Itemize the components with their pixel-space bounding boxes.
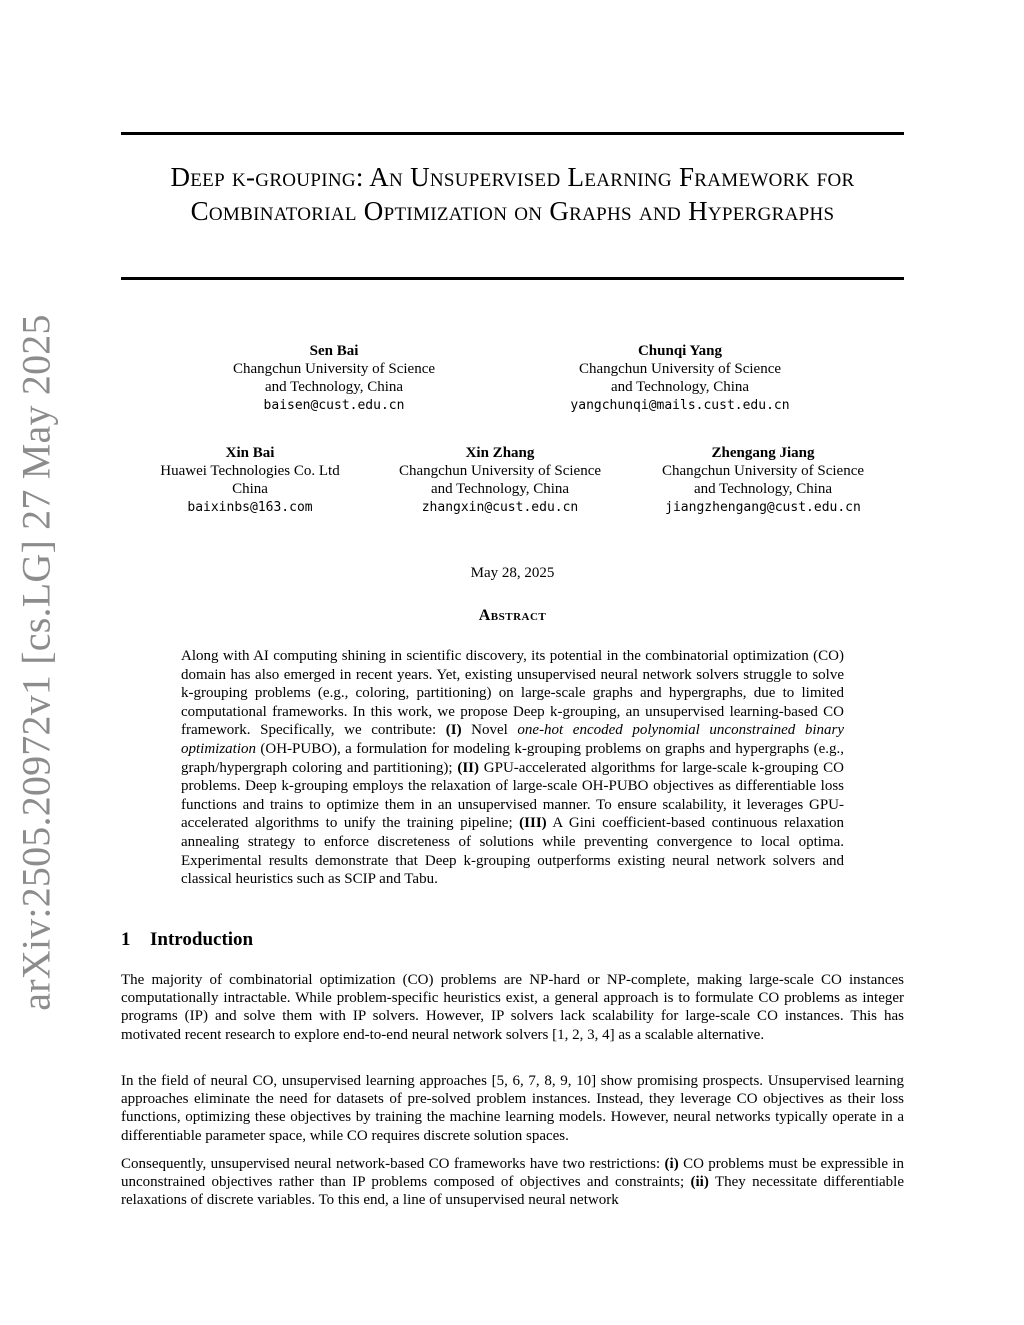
author-affiliation: China bbox=[232, 481, 268, 497]
author-email: baixinbs@163.com bbox=[187, 500, 313, 515]
abstract-heading: Abstract bbox=[478, 607, 547, 624]
author-affiliation: and Technology, China bbox=[693, 481, 833, 497]
restriction-marker: (ii) bbox=[690, 1174, 709, 1191]
body-paragraph bbox=[121, 1072, 904, 1145]
contribution-marker: (II) bbox=[457, 759, 479, 776]
abstract-emphasis: one-hot encoded polynomial unconstrained binary optimization bbox=[181, 722, 844, 757]
paragraph-segment: They necessitate differentiable relaxations of discrete variables. To this end, a line of unsupervised neural network bbox=[121, 1174, 905, 1209]
author-email: baisen@cust.edu.cn bbox=[263, 398, 405, 413]
author-affiliation: and Technology, China bbox=[264, 379, 404, 395]
author-block bbox=[350, 444, 650, 517]
author-block bbox=[530, 342, 830, 415]
title-rule-top bbox=[121, 132, 904, 135]
body-paragraph bbox=[121, 971, 904, 1044]
author-affiliation: Changchun University of Science bbox=[398, 463, 602, 479]
paragraph-text: The majority of combinatorial optimization (CO) problems are NP-hard or NP-complete, making large-scale CO instances computationally intractable. While problem-specific heuristics exist, a general approach is to formulate CO problems as integer programs (IP) and solve them with IP solvers. However, IP solvers lack scalability for large-scale CO instances. This has motivated recent research to explore end-to-end neural network solvers [1, 2, 3, 4] as a scalable alternative. bbox=[121, 972, 904, 1043]
abstract-body bbox=[181, 647, 844, 889]
author-block bbox=[613, 444, 913, 517]
abstract-text: (OH-PUBO), a formulation for modeling k-grouping problems on graphs and hypergraphs (e.g., graph/hypergraph coloring and partitioning); bbox=[181, 740, 844, 776]
arxiv-id-text: arXiv:2505.20972v1 [cs.LG] 27 May 2025 bbox=[13, 313, 59, 1011]
section-number: 1 bbox=[121, 929, 131, 950]
contribution-marker: (III) bbox=[519, 815, 547, 832]
paper-title: Deep k-grouping: An Unsupervised Learning Framework for Combinatorial Optimization on Graphs and Hypergraphs bbox=[170, 162, 855, 226]
abstract-text: GPU-accelerated algorithms for large-scale k-grouping CO problems. Deep k-grouping employs the relaxation of large-scale OH-PUBO objectives as differentiable loss functions and trains to optimize them in an unsupervised manner. To ensure scalability, it leverages GPU-accelerated algorithms to unify the training pipeline; bbox=[181, 759, 845, 832]
paragraph-segment: CO problems must be expressible in unconstrained objectives rather than IP problems composed of objectives and constraints; bbox=[121, 1156, 905, 1191]
title-rule-bottom bbox=[121, 277, 904, 280]
author-affiliation: Changchun University of Science bbox=[232, 361, 436, 377]
author-name: Chunqi Yang bbox=[637, 343, 723, 359]
arxiv-identifier bbox=[12, 313, 60, 1011]
section-heading bbox=[121, 929, 253, 951]
author-affiliation: and Technology, China bbox=[430, 481, 570, 497]
author-name: Xin Zhang bbox=[465, 445, 535, 461]
author-affiliation: Changchun University of Science bbox=[578, 361, 782, 377]
author-affiliation: Huawei Technologies Co. Ltd bbox=[160, 463, 340, 479]
section-title-text: Introduction bbox=[150, 929, 254, 950]
author-affiliation: and Technology, China bbox=[610, 379, 750, 395]
publication-date: May 28, 2025 bbox=[470, 565, 555, 581]
author-block bbox=[184, 342, 484, 415]
paragraph-text bbox=[121, 1155, 904, 1210]
contribution-marker: (I) bbox=[445, 722, 462, 739]
author-name: Xin Bai bbox=[225, 445, 275, 461]
paragraph-text: In the field of neural CO, unsupervised learning approaches [5, 6, 7, 8, 9, 10] show promising prospects. Unsupervised learning approaches eliminate the need for datasets of pre-solved problem instances. Instead, they leverage CO objectives as their loss functions, optimizing these objectives by training the machine learning models. However, neural networks typically operate in a differentiable parameter space, while CO requires discrete solution spaces. bbox=[121, 1073, 904, 1144]
abstract-text: A Gini coefficient-based continuous relaxation annealing strategy to enforce discreteness of solutions while preventing convergence to local optima. Experimental results demonstrate that Deep k-grouping outperforms existing neural network solvers and classical heuristics such as SCIP and Tabu. bbox=[181, 815, 845, 888]
author-name: Sen Bai bbox=[309, 343, 359, 359]
author-email: jiangzhengang@cust.edu.cn bbox=[665, 500, 861, 515]
author-email: zhangxin@cust.edu.cn bbox=[421, 500, 579, 515]
author-email: yangchunqi@mails.cust.edu.cn bbox=[570, 398, 790, 413]
author-affiliation: Changchun University of Science bbox=[661, 463, 865, 479]
body-paragraph bbox=[121, 1155, 904, 1210]
abstract-text: Novel bbox=[461, 722, 518, 739]
restriction-marker: (i) bbox=[664, 1156, 679, 1172]
abstract-text: Along with AI computing shining in scientific discovery, its potential in the combinatorial optimization (CO) domain has also emerged in recent years. Yet, existing unsupervised neural network solvers struggle to solve k-grouping problems (e.g., coloring, partitioning) on large-scale graphs and hypergraphs, due to limited computational frameworks. In this work, we propose Deep k-grouping, an unsupervised learning-based CO framework. Specifically, we contribute: bbox=[181, 648, 844, 739]
author-name: Zhengang Jiang bbox=[711, 445, 815, 461]
paragraph-segment: Consequently, unsupervised neural network-based CO frameworks have two restrictions: bbox=[121, 1156, 665, 1172]
